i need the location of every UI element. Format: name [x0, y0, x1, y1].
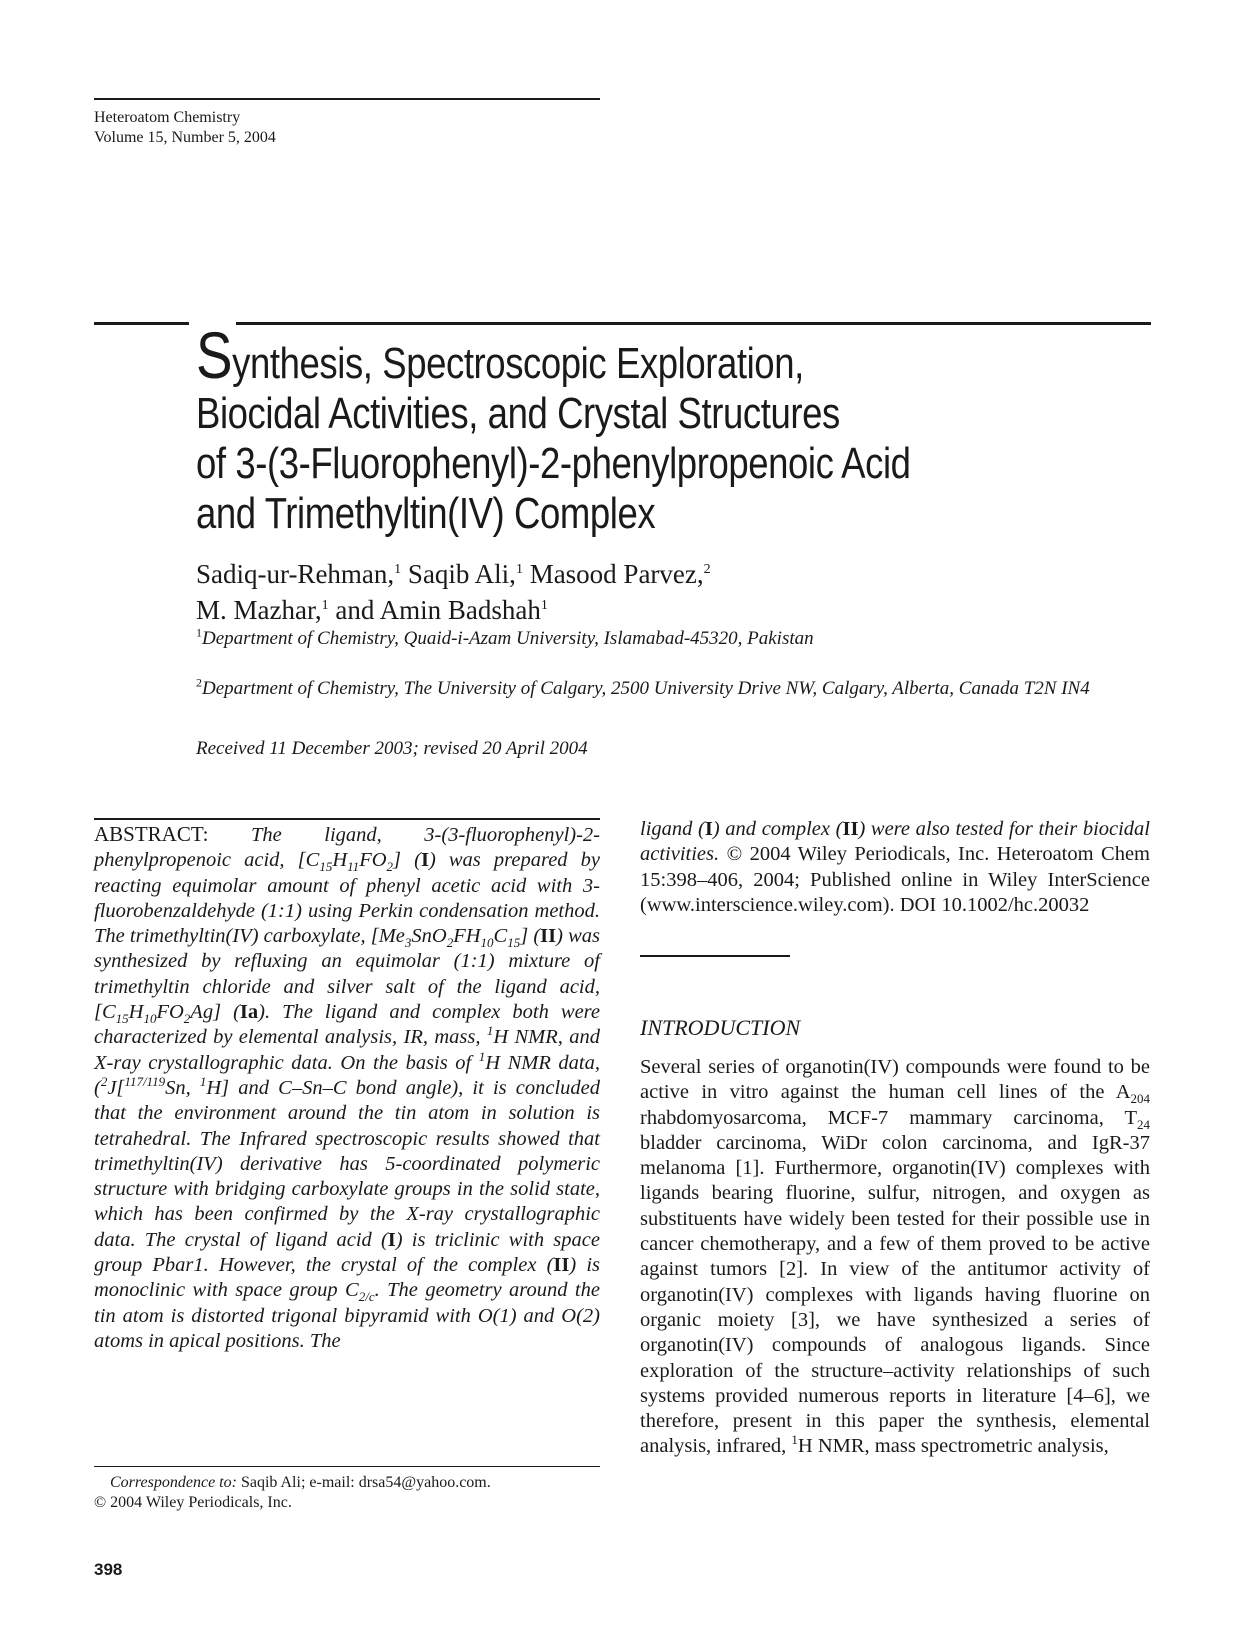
- copyright-notice: © 2004 Wiley Periodicals, Inc.: [94, 1494, 292, 1511]
- title-line-1: ynthesis, Spectroscopic Exploration,: [232, 339, 804, 388]
- abstract-rule: [94, 818, 600, 820]
- introduction-heading: INTRODUCTION: [640, 1015, 801, 1040]
- author-1: Sadiq-ur-Rehman,: [196, 559, 395, 589]
- introduction-body: Several series of organotin(IV) compounds were found to be active in vitro against the human cell lines of the $A_{204}$ rhabdomyosarcoma, MCF-7 mammary carcinoma, $T_{24}$ bladder carcinoma, WiDr colon carcinoma, and IgR-37 melanoma [1]. Furthermore, organotin(IV) complexes with ligands bearing fluorine, sulfur, nitrogen, and oxygen as substituents have widely been tested for their possible use in cancer chemotherapy, and a few of them proved to be active against tumors [2]. In view of the antitumor activity of organotin(IV) complexes with ligands having fluorine on organic moiety [3], we have synthesized a series of organotin(IV) compounds of analogous ligands. Since exploration of the structure–activity relationships of such systems provided numerous reports in literature [4–6], we therefore, present in this paper the synthesis, elemental analysis, infrared, $^1$H NMR, mass spectrometric analysis,: [640, 1056, 1150, 1458]
- author-4: M. Mazhar,: [196, 595, 322, 625]
- journal-volume: Volume 15, Number 5, 2004: [94, 129, 276, 146]
- author-list: Sadiq-ur-Rehman,$^1$ Saqib Ali,$^1$ Masood Parvez,$^2$ M. Mazhar,$^1$ and Amin Badshah$^1$: [196, 559, 711, 625]
- abstract: [94, 822, 600, 1354]
- abstract-end-rule: [640, 955, 790, 957]
- affiliation-2: $^2$Department of Chemistry, The University of Calgary, 2500 University Drive NW, Calgary, Alberta, Canada T2N IN4: [196, 675, 1090, 699]
- article-title: [196, 318, 1026, 539]
- journal-name: Heteroatom Chemistry: [94, 109, 241, 126]
- correspondence-footnote: Correspondence to: Saqib Ali; e-mail: drsa54@yahoo.com. © 2004 Wiley Periodicals, Inc.: [94, 1473, 614, 1513]
- abstract-body: The ligand, 3-(3-fluorophenyl)-2-phenylpropenoic acid, $[C_{15}H_{11}FO_2]$ (I) was prepared by reacting equimolar amount of phenyl acetic acid with 3-fluorobenzaldehyde (1:1) using Perkin condensation method. The trimethyltin(IV) carboxylate, $[Me_3SnO_2FH_{10}C_{15}]$ (II) was synthesized by refluxing an equimolar (1:1) mixture of trimethyltin chloride and silver salt of the ligand acid, $[C_{15}H_{10}FO_2Ag]$ (Ia). The ligand and complex both were characterized by elemental analysis, IR, mass, $^1$H NMR, and X-ray crystallographic data. On the basis of $^1$H NMR data, ($^2$J[$^{117/119}$Sn, $^1$H] and C–Sn–C bond angle), it is concluded that the environment around the tin atom in solution is tetrahedral. The Infrared spectroscopic results showed that trimethyltin(IV) derivative has 5-coordinated polymeric structure with bridging carboxylate groups in the solid state, which has been confirmed by the X-ray crystallographic data. The crystal of ligand acid (I) is triclinic with space group Pbar1. However, the crystal of the complex (II) is monoclinic with space group $C_{2/c}$. The geometry around the tin atom is distorted trigonal bipyramid with O(1) and O(2) atoms in apical positions. The: [94, 824, 601, 1352]
- author-3: Masood Parvez,: [529, 559, 704, 589]
- title-rule-right: [236, 322, 1151, 325]
- received-dates: Received 11 December 2003; revised 20 April 2004: [196, 738, 588, 759]
- title-line-2: Biocidal Activities, and Crystal Structures: [196, 389, 840, 438]
- author-5: and Amin Badshah: [335, 595, 541, 625]
- page-number: 398: [94, 1560, 123, 1579]
- publication-info: © 2004 Wiley Periodicals, Inc. Heteroatom Chem 15:398–406, 2004; Published online in Wiley InterScience (www.interscience.wiley.com). DOI 10.1002/hc.20032: [640, 843, 1150, 916]
- footnote-rule: [94, 1466, 600, 1467]
- header-rule: [94, 98, 600, 100]
- title-dropcap: S: [196, 318, 233, 392]
- abstract-continuation: ligand (I) and complex (II) were also tested for their biocidal activities. © 2004 Wiley Periodicals, Inc. Heteroatom Chem 15:398–406, 2004; Published online in Wiley InterScience (www.interscience.wiley.com). DOI 10.1002/hc.20032: [640, 818, 1151, 916]
- abstract-label: ABSTRACT:: [94, 822, 209, 846]
- title-rule-left: [94, 322, 189, 325]
- title-line-3: of 3-(3-Fluorophenyl)-2-phenylpropenoic Acid: [196, 439, 911, 488]
- title-line-4: and Trimethyltin(IV) Complex: [196, 489, 656, 538]
- author-2: Saqib Ali,: [407, 559, 516, 589]
- affiliation-1: $^1$Department of Chemistry, Quaid-i-Azam University, Islamabad-45320, Pakistan: [196, 625, 814, 649]
- correspondence-email: Saqib Ali; e-mail: drsa54@yahoo.com.: [236, 1474, 491, 1491]
- journal-header: [94, 108, 276, 148]
